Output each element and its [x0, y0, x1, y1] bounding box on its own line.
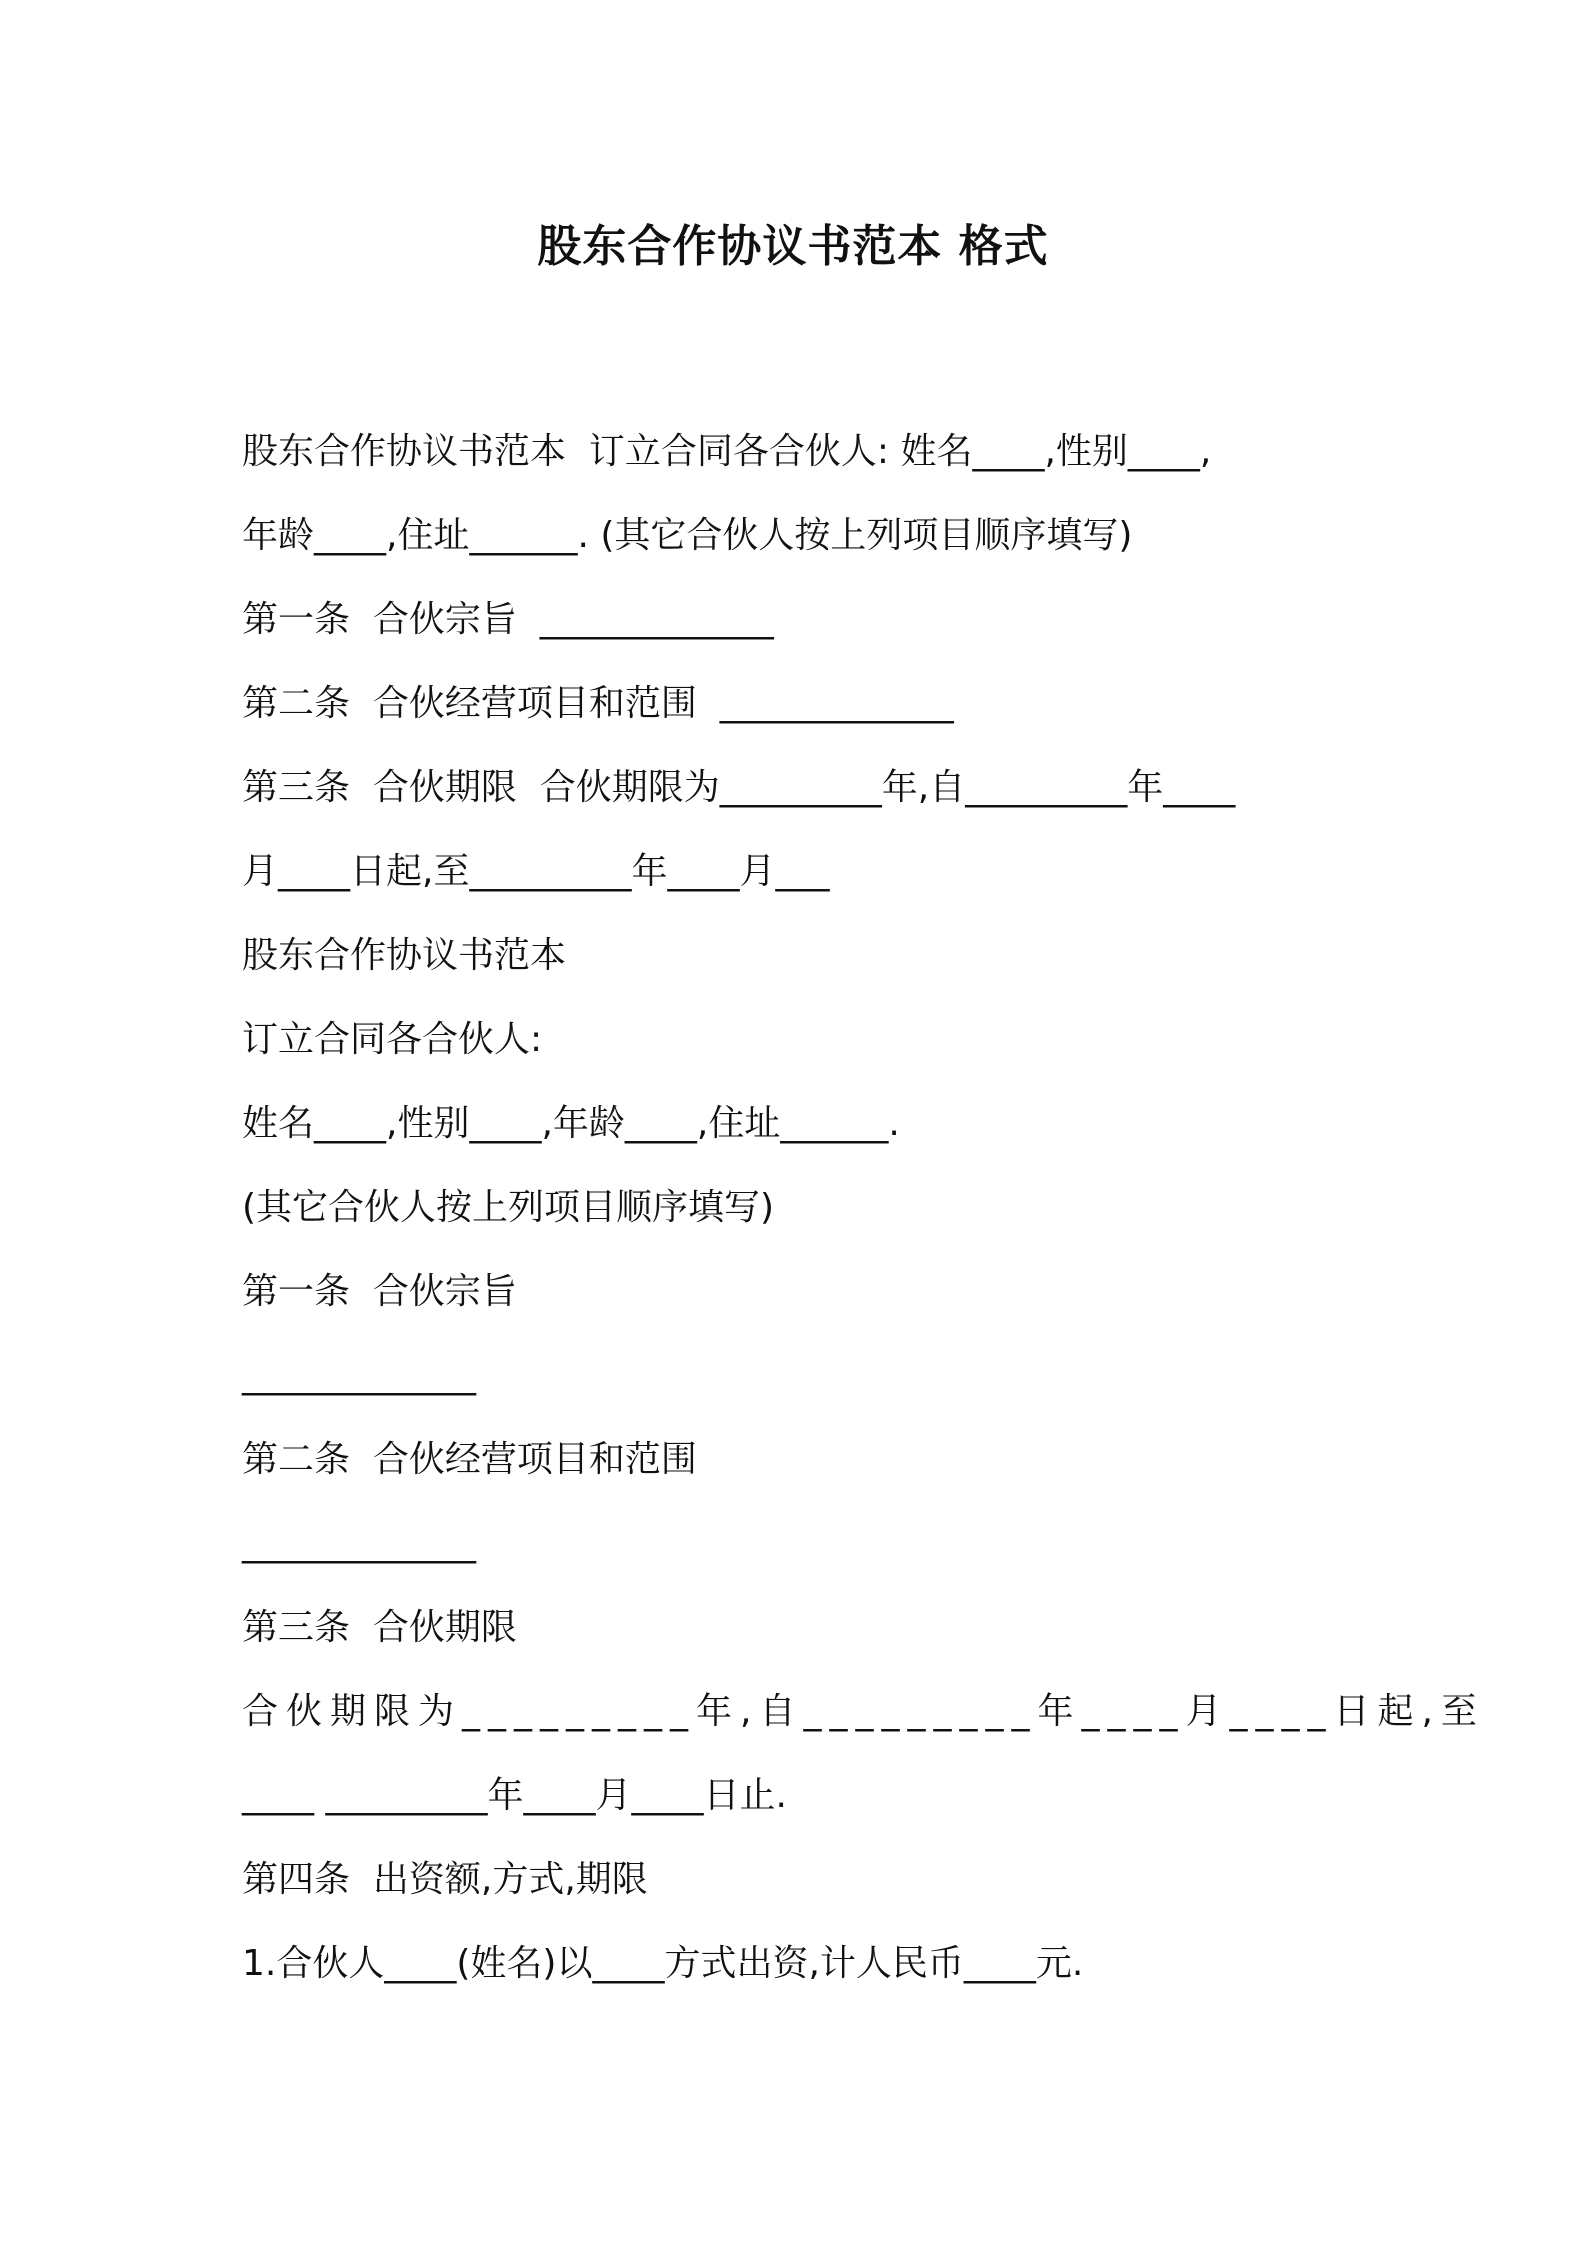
intro-line-2: 年龄____,住址______. (其它合伙人按上列项目顺序填写) — [242, 515, 1133, 556]
article-3-term-line-1: 合伙期限为_________年,自_________年____月____日起,至 — [242, 1691, 1485, 1732]
article-4-item-1: 1.合伙人____(姓名)以____方式出资,计人民币____元. — [242, 1943, 1084, 1984]
article-3-term-line-2: ____ _________年____月____日止. — [242, 1775, 787, 1816]
article-4-heading: 第四条 出资额,方式,期限 — [242, 1859, 648, 1900]
document-body — [242, 410, 1485, 2006]
article-3-summary-line-2: 月____日起,至_________年____月___ — [242, 851, 830, 892]
article-3-heading: 第三条 合伙期限 — [242, 1607, 517, 1648]
article-2-heading: 第二条 合伙经营项目和范围 — [242, 1439, 697, 1480]
article-1-heading: 第一条 合伙宗旨 — [242, 1271, 517, 1312]
parties-label: 订立合同各合伙人: — [242, 1019, 543, 1060]
section-heading: 股东合作协议书范本 — [242, 935, 567, 976]
article-1-summary: 第一条 合伙宗旨 _____________ — [242, 599, 774, 640]
article-2-summary: 第二条 合伙经营项目和范围 _____________ — [242, 683, 954, 724]
intro-line-1: 股东合作协议书范本 订立合同各合伙人: 姓名____,性别____, — [242, 431, 1212, 472]
party-details-line: 姓名____,性别____,年龄____,住址______. — [242, 1103, 900, 1144]
article-1-blank: _____________ — [242, 1355, 476, 1396]
article-2-blank: _____________ — [242, 1523, 476, 1564]
document-title: 股东合作协议书范本 格式 — [537, 221, 1049, 272]
article-3-summary-line-1: 第三条 合伙期限 合伙期限为_________年,自_________年____ — [242, 767, 1236, 808]
party-fill-note: (其它合伙人按上列项目顺序填写) — [242, 1187, 775, 1228]
